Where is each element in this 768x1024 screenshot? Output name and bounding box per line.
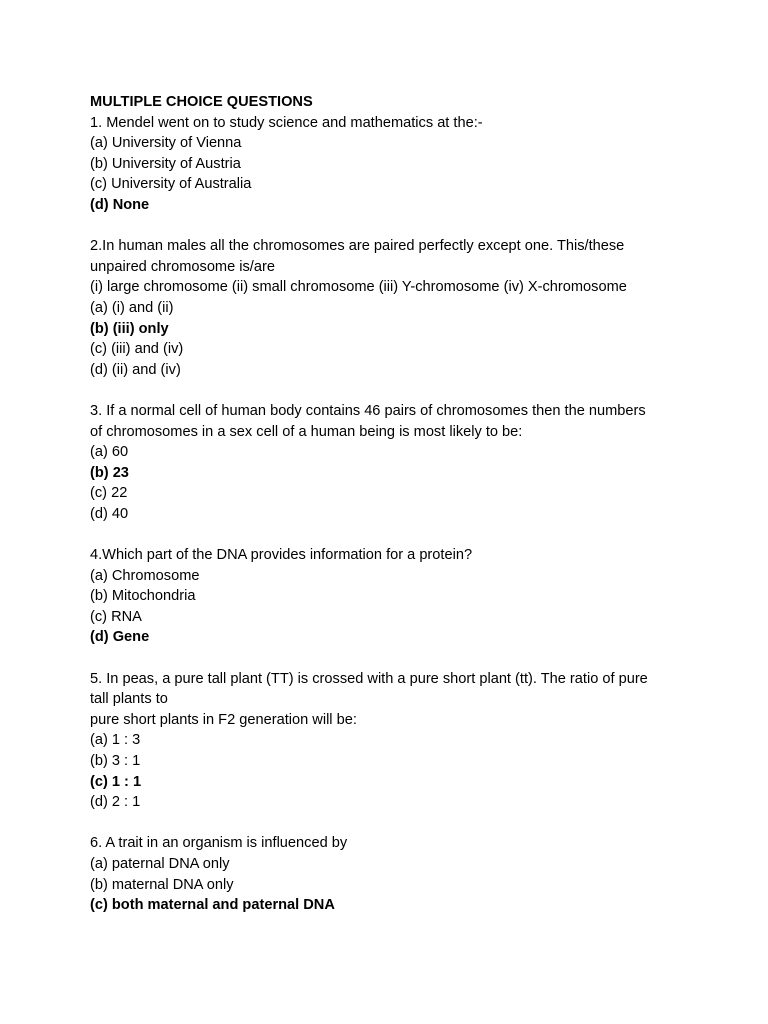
question-text: 2.In human males all the chromosomes are paired perfectly except one. This/these (90, 238, 625, 255)
question-text: tall plants to (90, 691, 168, 708)
answer-option-correct: (c) 1 : 1 (90, 773, 142, 790)
question-block (90, 401, 690, 525)
question-text: pure short plants in F2 generation will be: (90, 711, 357, 728)
question-text: 5. In peas, a pure tall plant (TT) is crossed with a pure short plant (tt). The ratio of pure (90, 670, 648, 687)
question-text: 3. If a normal cell of human body contains 46 pairs of chromosomes then the numbers (90, 402, 646, 419)
question-text: of chromosomes in a sex cell of a human being is most likely to be: (90, 423, 523, 440)
answer-option: (a) Chromosome (90, 567, 200, 584)
answer-option: (a) 60 (90, 444, 129, 461)
answer-option-correct: (c) both maternal and paternal DNA (90, 897, 335, 914)
question-block (90, 545, 690, 648)
answer-option-correct: (b) (iii) only (90, 320, 169, 337)
answer-option: (a) 1 : 3 (90, 732, 141, 749)
answer-option-correct: (d) None (90, 196, 150, 213)
answer-option: (b) Mitochondria (90, 588, 196, 605)
question-text: 1. Mendel went on to study science and mathematics at the:- (90, 114, 483, 131)
question-spacer (90, 813, 690, 834)
answer-option: (d) 2 : 1 (90, 794, 141, 811)
question-block (90, 833, 690, 915)
answer-option: (a) University of Vienna (90, 135, 242, 152)
answer-option: (c) 22 (90, 485, 128, 502)
question-spacer (90, 216, 690, 237)
answer-option: (d) (ii) and (iv) (90, 361, 181, 378)
answer-option: (d) 40 (90, 505, 129, 522)
question-block (90, 236, 690, 380)
answer-option: (c) (iii) and (iv) (90, 341, 184, 358)
answer-option: (a) (i) and (ii) (90, 299, 174, 316)
question-text: 6. A trait in an organism is influenced by (90, 835, 348, 852)
answer-option: (b) University of Austria (90, 155, 241, 172)
page-heading: MULTIPLE CHOICE QUESTIONS (90, 94, 313, 110)
answer-option-correct: (b) 23 (90, 464, 129, 481)
document-page (90, 92, 690, 916)
question-spacer (90, 524, 690, 545)
answer-option: (a) paternal DNA only (90, 855, 230, 872)
question-spacer (90, 380, 690, 401)
question-text: unpaired chromosome is/are (90, 258, 275, 275)
answer-option: (b) 3 : 1 (90, 753, 141, 769)
question-list (90, 113, 690, 916)
answer-option: (c) University of Australia (90, 176, 252, 193)
question-text: (i) large chromosome (ii) small chromosome (iii) Y-chromosome (iv) X-chromosome (90, 279, 627, 296)
question-block (90, 669, 690, 813)
answer-option: (b) maternal DNA only (90, 876, 234, 893)
question-block (90, 113, 690, 216)
answer-option-correct: (d) Gene (90, 629, 150, 646)
question-text: 4.Which part of the DNA provides information for a protein? (90, 547, 473, 564)
question-spacer (90, 648, 690, 669)
answer-option: (c) RNA (90, 608, 142, 625)
